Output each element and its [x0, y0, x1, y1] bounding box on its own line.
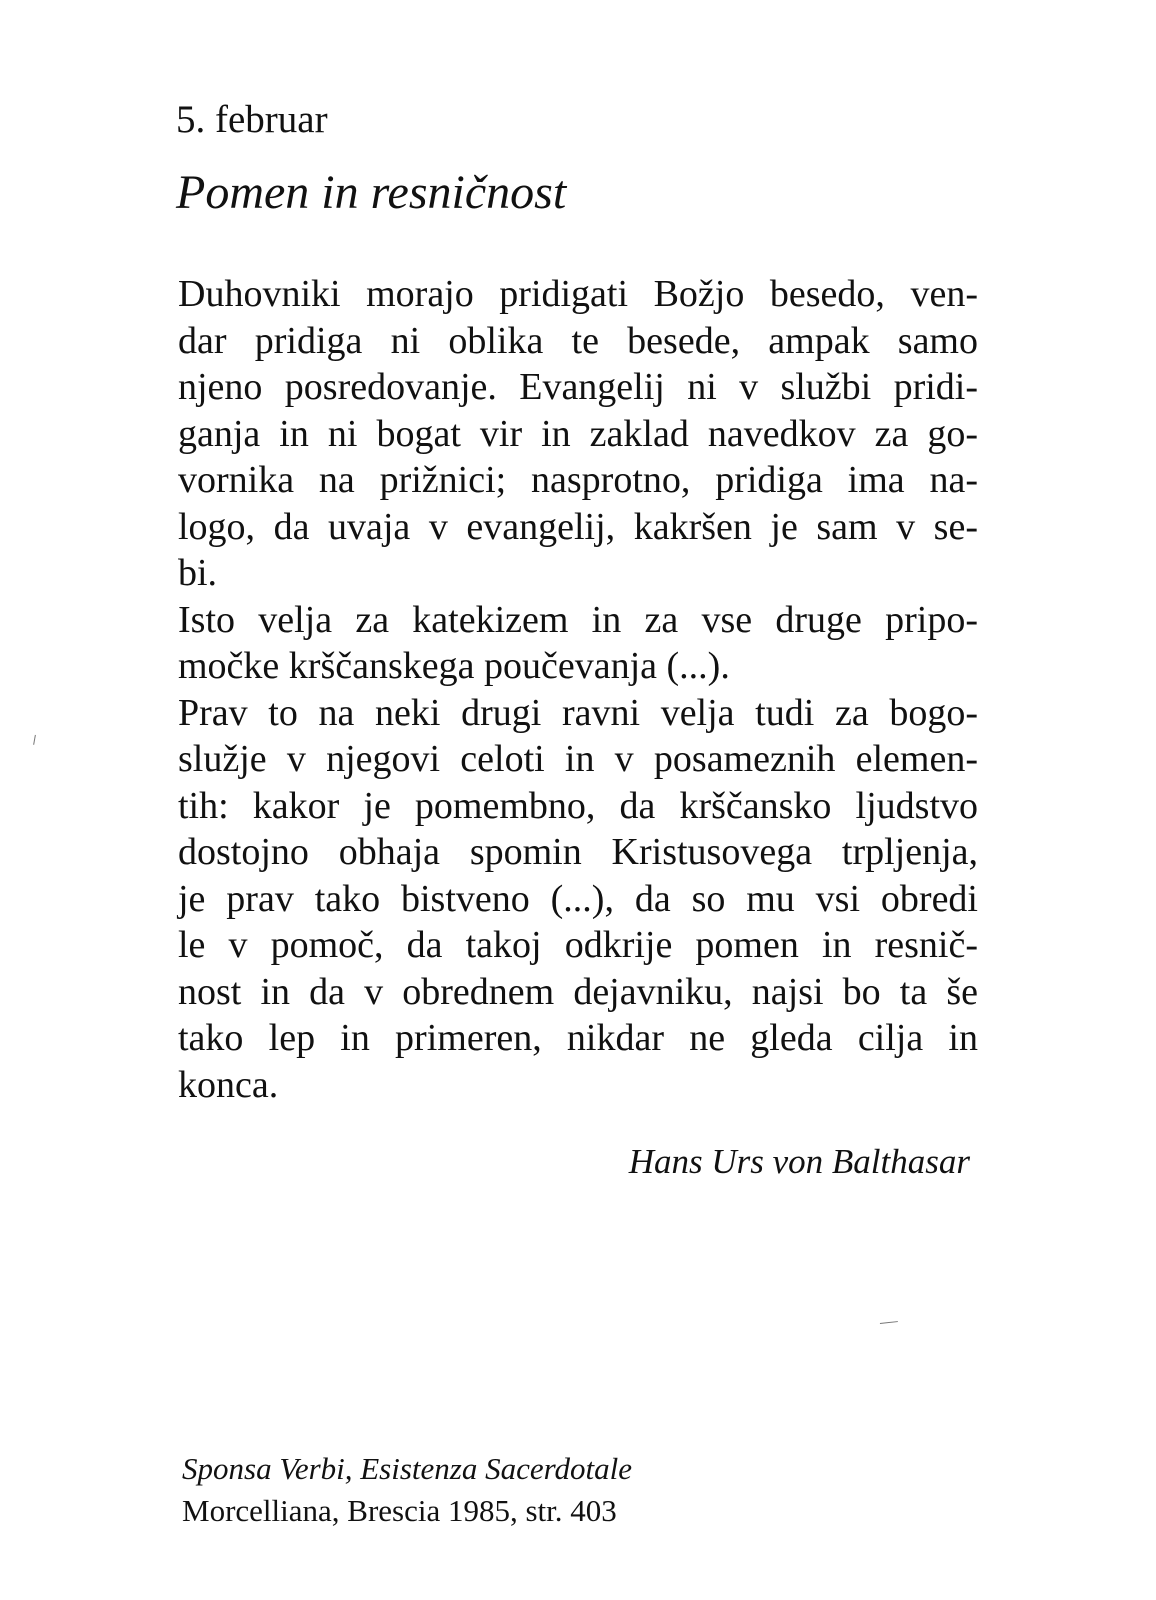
body-line: le v pomoč, da takoj odkrije pomen in resnič-: [178, 924, 978, 966]
author-name: Hans Urs von Balthasar: [628, 1142, 970, 1181]
body-line: služje v njegovi celoti in v posameznih elemen-: [178, 738, 978, 780]
body-line: konca.: [178, 1063, 279, 1106]
body-line: dostojno obhaja spomin Kristusovega trpljenja,: [178, 831, 978, 873]
body-line: Duhovniki morajo pridigati Božjo besedo, ven-: [178, 273, 978, 315]
entry-date: 5. februar: [176, 98, 328, 141]
source-work: Sponsa Verbi, Esistenza Sacerdotale: [182, 1451, 633, 1486]
body-line: ganja in ni bogat vir in zaklad navedkov za go-: [178, 412, 978, 455]
entry-title: Pomen in resničnost: [176, 166, 567, 219]
source-citation: [182, 1448, 632, 1532]
body-line: logo, da uvaja v evangelij, kakršen je sam v se-: [178, 505, 978, 548]
scan-speck: [33, 735, 38, 745]
body-line: močke krščanskega poučevanja (...).: [178, 645, 730, 687]
source-publisher: Morcelliana, Brescia 1985, str. 403: [182, 1493, 617, 1528]
body-line: tih: kakor je pomembno, da krščansko ljudstvo: [178, 784, 978, 827]
body-line: je prav tako bistveno (...), da so mu vsi obredi: [178, 877, 978, 920]
body-line: Prav to na neki drugi ravni velja tudi za bogo-: [178, 691, 978, 734]
body-line: dar pridiga ni oblika te besede, ampak samo: [178, 319, 978, 362]
body-line: njeno posredovanje. Evangelij ni v službi pridi-: [178, 366, 978, 408]
body-line: nost in da v obrednem dejavniku, najsi bo ta še: [178, 970, 978, 1013]
body-text: [178, 271, 978, 1108]
scan-speck: [880, 1321, 898, 1326]
body-line: bi.: [178, 552, 218, 594]
body-line: tako lep in primeren, nikdar ne gleda cilja in: [178, 1017, 978, 1059]
body-line: vornika na prižnici; nasprotno, pridiga ima na-: [178, 459, 978, 501]
body-line: Isto velja za katekizem in za vse druge pripo-: [178, 598, 978, 641]
